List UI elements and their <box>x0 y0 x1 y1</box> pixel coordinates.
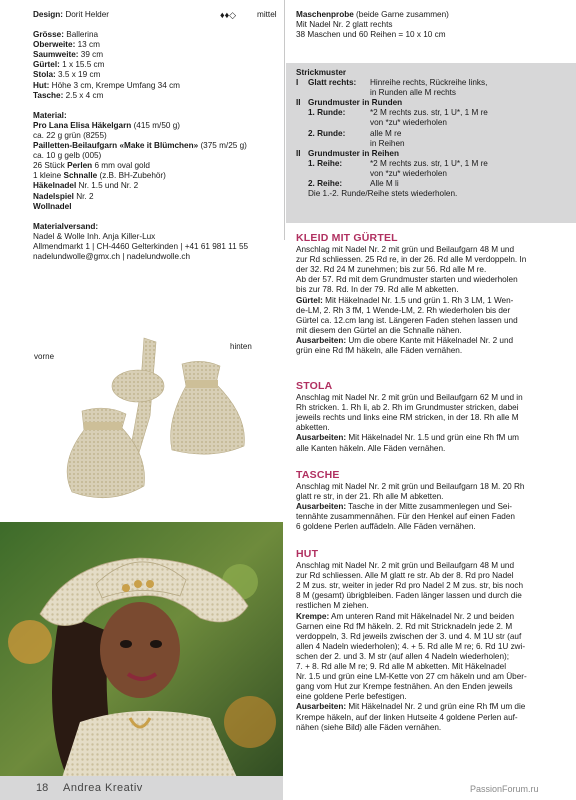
material-text: Häkelnadel <box>33 181 77 191</box>
material-text: Nadelspiel <box>33 191 74 201</box>
ausarbeiten-label: Ausarbeiten: <box>296 702 347 712</box>
size-label: Hut: <box>33 80 50 90</box>
pattern-text: in Runden alle M rechts <box>370 88 457 98</box>
ausarbeiten-text: Um die obere Kante mit Häkelnadel Nr. 2 und <box>346 335 514 345</box>
ausarbeiten-label: Ausarbeiten: <box>296 502 347 512</box>
ausarbeiten-text: Mit Häkelnadel Nr. 2 und grün eine Rh fM um die <box>346 702 526 712</box>
design-credit <box>33 10 277 20</box>
hut-text: 2 M zus. str, weiter in jeder Rd pro Nadel 2 M zus. str, bis noch <box>296 581 524 591</box>
pattern-label: Glatt rechts: <box>308 78 357 88</box>
label-hinten: hinten <box>230 342 252 351</box>
pattern-label: Grundmuster in Runden <box>308 98 403 108</box>
round-label: 2. Runde: <box>308 128 346 138</box>
page-number: 18 <box>36 782 49 794</box>
guertel-text: Mit Häkelnadel Nr. 1.5 und grün 1. Rh 3 LM, 1 Wen- <box>322 295 514 305</box>
hut-heading: HUT <box>296 548 319 560</box>
size-value: Höhe 3 cm, Krempe Umfang 34 cm <box>51 80 180 90</box>
krempe-text: 7. + 8. Rd alle M re; 9. Rd alle M abketten. Mit Häkelnadel <box>296 662 507 672</box>
size-item <box>33 81 273 91</box>
materialversand-line: nadelundwolle@gmx.ch | nadelundwolle.ch <box>33 251 191 261</box>
krempe-text: Am unteren Rand mit Häkelnadel Nr. 2 und beiden <box>329 611 515 621</box>
size-label: Oberweite: <box>33 40 76 50</box>
strickmuster-box <box>286 63 576 223</box>
krempe-text: gang vom Hut zur Krempe festnähen. An den Enden jeweils <box>296 682 513 692</box>
size-item <box>33 70 273 80</box>
materialversand-heading: Materialversand: <box>33 221 99 231</box>
kleid-line: Ab der 57. Rd mit dem Grundmuster starten und wiederholen <box>296 275 518 285</box>
material-text: (415 m/50 g) <box>131 120 180 130</box>
ausarbeiten-text: grün eine Rd fM häkeln, alle Fäden vernähen. <box>296 346 463 356</box>
size-label: Grösse: <box>33 30 64 40</box>
material-text: Schnalle <box>63 171 98 181</box>
materialversand-list <box>33 232 273 262</box>
size-value: Ballerina <box>66 30 99 40</box>
materialversand-line: Nadel & Wolle Inh. Anja Killer-Lux <box>33 231 156 241</box>
pattern-note: Die 1.-2. Runde/Reihe stets wiederholen. <box>308 189 458 199</box>
tasche-text: Anschlag mit Nadel Nr. 2 mit grün und Beilaufgarn 18 M. 20 Rh <box>296 482 525 492</box>
material-text: Pro Lana Elisa Häkelgarn <box>33 120 132 130</box>
size-label: Tasche: <box>33 90 64 100</box>
size-label: Gürtel: <box>33 60 60 70</box>
pattern-text: Hinreihe rechts, Rückreihe links, <box>370 78 488 88</box>
material-item <box>33 161 273 171</box>
material-text: 6 mm oval gold <box>92 161 150 171</box>
hut-text: zur Rd schliessen. Alle M glatt re str. Ab der 8. Rd pro Nadel <box>296 571 514 581</box>
material-text: 26 Stück <box>33 161 68 171</box>
tasche-text: glatt re str, in der 21. Rh alle M abketten. <box>296 492 444 502</box>
stola-text: Rh stricken. 1. Rh li, ab 2. Rh im Grundmuster stricken, dabei <box>296 403 519 413</box>
round-text: in Reihen <box>370 138 405 148</box>
strickmuster-heading: Strickmuster <box>296 68 347 77</box>
stola-text: Anschlag mit Nadel Nr. 2 mit grün und Beilaufgarn 62 M und in <box>296 393 523 403</box>
size-value: 13 cm <box>77 40 100 50</box>
doll-photo <box>0 522 283 784</box>
material-item <box>33 131 273 141</box>
ausarbeiten-text: 6 goldene Perlen auffädeln. Alle Fäden vernähen. <box>296 522 476 532</box>
size-list <box>33 30 273 101</box>
hut-text: 8 M (gesamt) übrigbleiben. Faden länger lassen und durch die <box>296 591 522 601</box>
size-item <box>33 50 273 60</box>
bag-and-dress-illustration <box>52 336 248 512</box>
size-value: 2.5 x 4 cm <box>65 90 104 100</box>
pattern-label: Grundmuster in Reihen <box>308 148 399 158</box>
material-text: 1 kleine <box>33 171 64 181</box>
garment-photo <box>34 336 252 512</box>
stola-text: abketten. <box>296 423 330 433</box>
size-value: 1 x 15.5 cm <box>62 60 105 70</box>
krempe-text: allen 4 Nadeln wiederholen); 4. + 5. Rd alle M re; 6. Rd 1U zwi- <box>296 641 526 651</box>
hut-section <box>296 549 572 733</box>
material-item <box>33 192 273 202</box>
guertel-label: Gürtel: <box>296 295 323 305</box>
size-item <box>33 60 273 70</box>
kleid-section <box>296 233 572 356</box>
krempe-text: Nr. 1.5 und grün eine LM-Kette von 27 cm häkeln und am Über- <box>296 672 527 682</box>
size-item <box>33 30 273 40</box>
tasche-heading: TASCHE <box>296 469 340 481</box>
size-value: 39 cm <box>80 50 104 60</box>
row-text: von *zu* wiederholen <box>370 168 447 178</box>
material-item <box>33 202 273 212</box>
material-text: Perlen <box>67 161 93 171</box>
pattern-number: II <box>296 98 301 108</box>
maschenprobe-heading: Maschenprobe <box>296 10 354 19</box>
ausarbeiten-label: Ausarbeiten: <box>296 335 347 345</box>
ausarbeiten-label: Ausarbeiten: <box>296 433 347 443</box>
hut-text: restlichen M ziehen. <box>296 601 369 611</box>
kleid-line: bis zur 78. Rd. In der 79. Rd alle M abketten. <box>296 285 459 295</box>
kleid-line: der 32. Rd 24 M zunehmen; bis zur 56. Rd alle M re. <box>296 265 487 275</box>
material-item <box>33 141 273 151</box>
tasche-section <box>296 470 572 533</box>
size-label: Saumweite: <box>33 50 79 60</box>
material-text: Nr. 1.5 und Nr. 2 <box>76 181 139 191</box>
size-item <box>33 40 273 50</box>
round-text: alle M re <box>370 128 402 138</box>
size-item <box>33 91 273 101</box>
ausarbeiten-text: alle Kanten häkeln. Alle Fäden vernähen. <box>296 443 446 453</box>
krempe-text: Garnen eine Rd fM häkeln. 2. Rd mit Stricknadeln jede 2. M <box>296 621 513 631</box>
material-text: Pailletten-Beilaufgarn «Make it Blümchen» <box>33 141 199 151</box>
stola-heading: STOLA <box>296 380 333 392</box>
round-label: 1. Runde: <box>308 108 346 118</box>
round-text: von *zu* wiederholen <box>370 118 447 128</box>
label-vorne: vorne <box>34 352 55 361</box>
magazine-title: Andrea Kreativ <box>63 782 143 794</box>
difficulty-label: mittel <box>257 10 277 19</box>
krempe-text: schen der 2. und 3. M str (auf allen 4 Nadeln wiederholen); <box>296 651 509 661</box>
ausarbeiten-text: tennähte zusammennähen. Für den Henkel auf einen Faden <box>296 512 515 522</box>
stola-text: jeweils rechts und links eine RM stricken, in der 18. Rh alle M <box>296 413 519 423</box>
pattern-number: II <box>296 148 301 158</box>
kleid-line: Anschlag mit Nadel Nr. 2 mit grün und Beilaufgarn 48 M und <box>296 245 514 255</box>
hut-text: Anschlag mit Nadel Nr. 2 mit grün und Beilaufgarn 48 M und <box>296 561 514 571</box>
stola-section <box>296 381 572 454</box>
material-item <box>33 181 273 191</box>
watermark: PassionForum.ru <box>470 784 539 794</box>
material-list <box>33 121 273 212</box>
materials-column <box>33 10 277 262</box>
maschenprobe-count: 38 Maschen und 60 Reihen = 10 x 10 cm <box>296 30 446 40</box>
designer-name: Dorit Helder <box>65 10 109 19</box>
kleid-text <box>296 245 572 295</box>
maschenprobe-block <box>296 10 556 40</box>
material-item <box>33 121 273 131</box>
material-item <box>33 171 273 181</box>
kleid-line: zur Rd schliessen. 25 Rd re, in der 26. Rd alle M verdoppeln. In <box>296 255 527 265</box>
size-value: 3.5 x 19 cm <box>58 70 101 80</box>
material-text: ca. 10 g gelb (005) <box>33 151 102 161</box>
round-text: *2 M rechts zus. str, 1 U*, 1 M re <box>370 108 488 118</box>
kleid-heading: KLEID MIT GÜRTEL <box>296 232 398 244</box>
maschenprobe-needle: Mit Nadel Nr. 2 glatt rechts <box>296 20 393 30</box>
material-text: (z.B. BH-Zubehör) <box>97 171 166 181</box>
row-label: 1. Reihe: <box>308 158 343 168</box>
pattern-number: I <box>296 78 299 88</box>
material-text: ca. 22 g grün (8255) <box>33 130 107 140</box>
guertel-text: de-LM, 2. Rh 3 fM, 1 Wende-LM, 2. Rh wiederholen bis der <box>296 305 511 315</box>
difficulty-diamond-icons: ♦♦◇ <box>220 10 237 20</box>
guertel-text: mit diesem den Gürtel an die Schnalle nähen. <box>296 325 462 335</box>
design-label: Design: <box>33 10 64 19</box>
ausarbeiten-text: nähen (siehe Bild) alle Fäden vernähen. <box>296 722 442 732</box>
material-heading: Material: <box>33 110 67 120</box>
size-label: Stola: <box>33 70 56 80</box>
krempe-label: Krempe: <box>296 611 330 621</box>
material-item <box>33 151 273 161</box>
ausarbeiten-text: Krempe häkeln, auf der linken Hutseite 4 goldene Perlen auf- <box>296 712 518 722</box>
row-label: 2. Reihe: <box>308 179 343 189</box>
ausarbeiten-text: Tasche in der Mitte zusammenlegen und Sei- <box>346 502 513 512</box>
material-text: Wollnadel <box>33 201 72 211</box>
doll-with-hat-illustration <box>0 522 283 784</box>
materialversand-line: Allmendmarkt 1 | CH-4460 Gelterkinden | +41 61 981 11 55 <box>33 241 249 251</box>
krempe-text: verdoppeln, 3. Rd jeweils zwischen der 3. und 4. M 1U str (auf <box>296 631 522 641</box>
row-text: *2 M rechts zus. str, 1 U*, 1 M re <box>370 158 488 168</box>
row-text: Alle M li <box>370 179 399 189</box>
column-divider <box>284 0 285 240</box>
material-text: (375 m/25 g) <box>198 141 247 151</box>
guertel-text: Gürtel ca. 12.cm lang ist. Längeren Faden stehen lassen und <box>296 315 518 325</box>
ausarbeiten-text: Mit Häkelnadel Nr. 1.5 und grün eine Rh fM um <box>346 433 519 443</box>
krempe-text: eine goldene Perle befestigen. <box>296 692 407 702</box>
maschenprobe-note: (beide Garne zusammen) <box>353 10 449 19</box>
material-text: Nr. 2 <box>73 191 94 201</box>
